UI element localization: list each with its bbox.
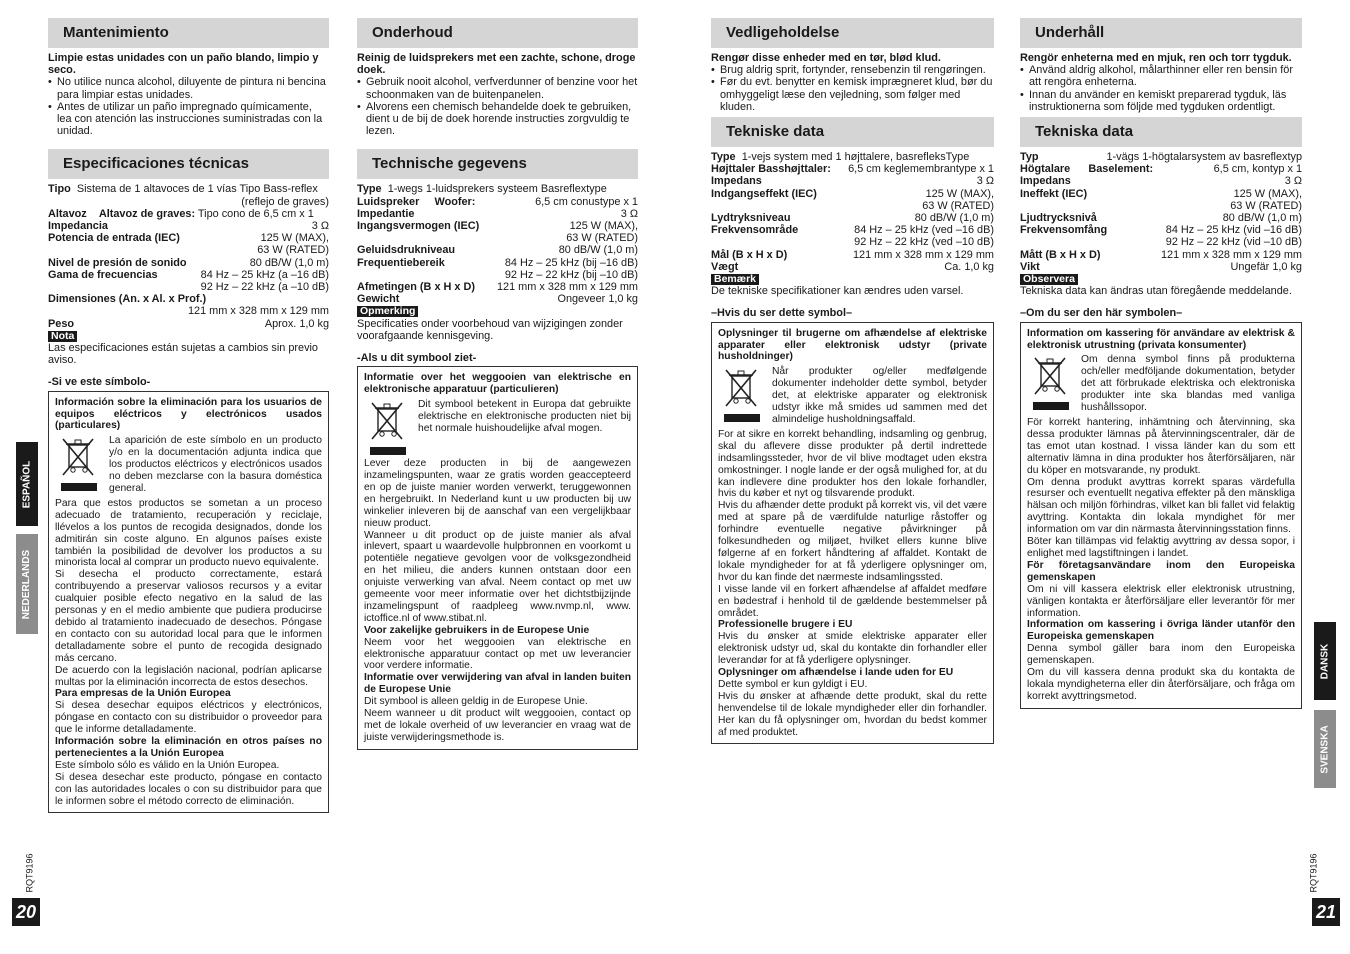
disposal-title: Información sobre la eliminación para los usuarios de equipos eléctricos y electrónicos usados (particulares) bbox=[55, 396, 322, 432]
specs-table bbox=[357, 183, 638, 305]
tab-svenska bbox=[1314, 710, 1336, 788]
paragraph: Dette symbol er kun gyldigt i EU. bbox=[718, 678, 868, 690]
spec-key: Impedancia bbox=[48, 220, 108, 233]
symbol-heading: –Hvis du ser dette symbol– bbox=[711, 307, 853, 320]
spec-value: 121 mm x 328 mm x 129 mm bbox=[1160, 248, 1302, 261]
paragraph: Para que estos productos se sometan a un proceso adecuado de tratamiento, recuperación y reciclaje, llévelos a los puntos de recogida designados, donde los admitirán sin coste alguno. En algunos países existe también la posibilidad de devolver los productos a su minorista local al comprar un producto nuevo equivalente. bbox=[55, 497, 322, 569]
spec-value: 3 Ω bbox=[1284, 175, 1302, 188]
spec-key: Indgangseffekt (IEC) bbox=[711, 187, 817, 200]
list-item: • Använd aldrig alkohol, målarthinner eller ren bensin för att rengöra enheterna. bbox=[1020, 64, 1302, 88]
page-number: 20 bbox=[12, 898, 40, 926]
paragraph: De acuerdo con la legislación nacional, podrían aplicarse multas por la eliminación incorrecta de estos desechos. bbox=[55, 664, 322, 688]
spec-value: 63 W (RATED) bbox=[1230, 199, 1302, 212]
weee-bin-icon bbox=[55, 435, 103, 495]
document-code: RQT9196 bbox=[24, 853, 35, 893]
spec-key: Ljudtrycksnivå bbox=[1020, 212, 1097, 225]
paragraph: Lever deze producten in bij de aangewezen inzamelingspunten, waar ze gratis worden geaccepteerd en op de juiste manier worden verwerkt, teruggewonnen en hergebruikt. In Nederland kunt u uw producten bij uw winkelier inleveren bij de aanschaf van een vergelijkbaar nieuw product. bbox=[364, 458, 631, 529]
spec-value: 84 Hz – 25 kHz (vid –16 dB) bbox=[1165, 224, 1302, 237]
section-header-maintenance: Underhåll bbox=[1020, 18, 1302, 48]
paragraph: Dit symbool is alleen geldig in de Europese Unie. bbox=[364, 696, 588, 708]
maintenance-list bbox=[357, 76, 638, 137]
disposal-box bbox=[357, 366, 638, 750]
spec-key: Mål (B x H x D) bbox=[711, 248, 788, 261]
spec-key: Nivel de presión de sonido bbox=[48, 256, 187, 269]
maintenance-list bbox=[711, 64, 994, 113]
disposal-title: Information om kassering för användare av elektrisk & elektronisk utrustning (privata konsumenter) bbox=[1027, 327, 1295, 351]
subheading: Para empresas de la Unión Europea bbox=[55, 688, 231, 700]
spec-value: 92 Hz – 22 kHz (a –10 dB) bbox=[200, 281, 329, 294]
spec-value: (reflejo de graves) bbox=[241, 195, 329, 208]
spec-value: 1-vägs 1-högtalarsystem av basreflextyp bbox=[1106, 151, 1302, 164]
spec-value: Ca. 1,0 kg bbox=[944, 260, 994, 273]
note-badge: Opmerking bbox=[357, 306, 418, 317]
section-header-specs: Tekniska data bbox=[1020, 117, 1302, 147]
paragraph: Hvis du afhænder dette produkt på korrekt vis, vil det være med at spare på de værdifulde naturlige råstoffer og forhindre eventuelle negative påvirkninger på folkesundheden og miljøet, hvilket ellers kunne blive følgerne af en forkert håndtering af affaldet. Kontakt de lokale myndigheder for at få yderligere oplysninger om, hvor du kan finde det nærmeste indsamlingssted. bbox=[718, 500, 987, 583]
weee-bin-icon bbox=[364, 399, 412, 455]
spec-value: 80 dB/W (1,0 m) bbox=[249, 256, 329, 269]
note-text: Tekniska data kan ändras utan föregående meddelande. bbox=[1020, 285, 1292, 298]
bin-text: Dit symbool betekent in Europa dat gebruikte elektrische en elektronische producten niet bij het normale huishoudelijke afval mogen. bbox=[418, 399, 631, 434]
disposal-title: Informatie over het weggooien van elektrische en elektronische apparatuur (particulieren) bbox=[364, 372, 631, 396]
note-badge: Nota bbox=[48, 331, 77, 342]
list-item: • Alvorens een chemisch behandelde doek te gebruiken, dient u de bij de doek horende instructies zorgvuldig te lezen. bbox=[357, 101, 638, 138]
maintenance-lead: Rengør disse enheder med en tør, blød klud. bbox=[711, 52, 941, 64]
specs-table bbox=[48, 183, 329, 329]
spec-value: 63 W (RATED) bbox=[566, 232, 638, 245]
specs-table bbox=[1020, 151, 1302, 273]
spec-value: 3 Ω bbox=[976, 175, 994, 188]
spec-value: 121 mm x 328 mm x 129 mm bbox=[496, 281, 638, 294]
list-item: • Gebruik nooit alcohol, verfverdunner of benzine voor het schoonmaken van de buitenpanelen. bbox=[357, 76, 638, 100]
maintenance-lead: Limpie estas unidades con un paño blando, limpio y seco. bbox=[48, 52, 319, 77]
spec-value: Ongeveer 1,0 kg bbox=[557, 293, 638, 306]
spec-key: Afmetingen (B x H x D) bbox=[357, 281, 475, 294]
spec-key: Frekvensområde bbox=[711, 224, 799, 237]
spec-key: Gama de frecuencias bbox=[48, 268, 158, 281]
note-text: De tekniske specifikationer kan ændres uden varsel. bbox=[711, 285, 964, 298]
bin-text: Om denna symbol finns på produkterna och/eller medföljande dokumentation, betyder det att förbrukade elektriska och elektroniska produkter inte ska blandas med vanliga hushållssopor. bbox=[1081, 354, 1295, 414]
spec-value: 125 W (MAX), bbox=[925, 187, 994, 200]
weee-bin-icon bbox=[1027, 354, 1075, 414]
subheading: Oplysninger om afhændelse i lande uden for EU bbox=[718, 667, 954, 679]
spec-key: Altavoz de graves: bbox=[98, 207, 196, 220]
spec-key: Højttaler bbox=[711, 163, 756, 176]
list-item: • No utilice nunca alcohol, diluyente de pintura ni bencina para limpiar estas unidades. bbox=[48, 76, 329, 100]
spec-key: Type bbox=[357, 183, 382, 196]
spec-key: Impedans bbox=[1020, 175, 1071, 188]
column-espanol bbox=[48, 18, 329, 813]
spec-value: 92 Hz – 22 kHz (bij –10 dB) bbox=[504, 268, 638, 281]
spec-key: Woofer: bbox=[434, 195, 476, 208]
paragraph: Wanneer u dit product op de juiste manier als afval inlevert, spaart u waardevolle hulpbronnen en voorkomt u potentiële negatieve gevolgen voor de volksgezondheid en het milieu, die anders kunnen ontstaan door een onjuiste verwerking van afval. Neem contact op met uw gemeente voor meer informatie over het dichtstbijzijnde inzamelingspunt of raadpleeg www.nvmp.nl, www. ictoffice.nl of www.stibat.nl. bbox=[364, 529, 631, 624]
spec-value: 92 Hz – 22 kHz (ved –10 dB) bbox=[854, 236, 994, 249]
spec-key: Gewicht bbox=[357, 293, 400, 306]
spec-value: 125 W (MAX), bbox=[569, 220, 638, 233]
spec-value: 121 mm x 328 mm x 129 mm bbox=[187, 305, 329, 318]
paragraph: I visse lande vil en forkert afhændelse af affaldet medføre en bødestraf i henhold til de gældende bestemmelser på området. bbox=[718, 583, 987, 619]
list-item: • Innan du använder en kemiskt preparerad tygduk, läs instruktionerna som följde med tygduken ordentligt. bbox=[1020, 89, 1302, 113]
subheading: Information om kassering i övriga länder utanför den Europeiska gemenskapen bbox=[1027, 619, 1295, 643]
section-header-maintenance: Onderhoud bbox=[357, 18, 638, 48]
subheading: För företagsanvändare inom den Europeiska gemenskapen bbox=[1027, 559, 1295, 583]
spec-value: 1-vejs system med 1 højttalere, basrefleksType bbox=[741, 151, 970, 164]
bin-text: La aparición de este símbolo en un producto y/o en la documentación adjunta indica que los productos eléctricos y electrónicos usados no deben mezclarse con la basura doméstica general. bbox=[109, 435, 322, 495]
paragraph: Si desea desechar este producto, póngase en contacto con las autoridades locales o con su distribuidor para que le informen sobre el método correcto de eliminación. bbox=[55, 771, 322, 807]
spec-key: Typ bbox=[1020, 151, 1039, 164]
spec-value: 92 Hz – 22 kHz (vid –10 dB) bbox=[1165, 236, 1302, 249]
spec-value: 1-wegs 1-luidsprekers systeem Basreflextype bbox=[387, 183, 607, 196]
spec-key: Geluidsdrukniveau bbox=[357, 244, 456, 257]
column-nederlands bbox=[357, 18, 638, 750]
section-header-specs: Especificaciones técnicas bbox=[48, 149, 329, 179]
tab-label: NEDERLANDS bbox=[21, 549, 33, 619]
spec-key: Altavoz bbox=[48, 207, 87, 220]
spec-key: Potencia de entrada (IEC) bbox=[48, 232, 180, 245]
subheading: Información sobre la eliminación en otros países no pertenecientes a la Unión Europea bbox=[55, 736, 322, 759]
spec-key: Mått (B x H x D) bbox=[1020, 248, 1101, 261]
spec-key: Högtalare bbox=[1020, 163, 1071, 176]
note-badge: Bemærk bbox=[711, 274, 759, 285]
spec-key: Baselement: bbox=[1088, 163, 1154, 176]
maintenance-lead: Reinig de luidsprekers met een zachte, schone, droge doek. bbox=[357, 52, 636, 77]
paragraph: Denna symbol gäller bara inom den Europeiska gemenskapen. bbox=[1027, 643, 1295, 667]
spec-value: 80 dB/W (1,0 m) bbox=[914, 212, 994, 225]
tab-label: SVENSKA bbox=[1319, 724, 1331, 774]
spec-value: 125 W (MAX), bbox=[1233, 187, 1302, 200]
disposal-box bbox=[1020, 322, 1302, 709]
spec-key: Impedans bbox=[711, 175, 762, 188]
symbol-heading: -Als u dit symbool ziet- bbox=[357, 352, 477, 365]
section-header-maintenance: Mantenimiento bbox=[48, 18, 329, 48]
paragraph: Hvis du ønsker at afhænde dette produkt, skal du rette henvendelse til de lokale myndigheder eller din forhandler. Her kan du få oplysninger om, hvordan du bedst kommer af med produktet. bbox=[718, 690, 987, 738]
subheading: Voor zakelijke gebruikers in de Europese Unie bbox=[364, 624, 590, 636]
spec-key: Basshøjttaler: bbox=[758, 163, 831, 176]
paragraph: Om du vill kassera denna produkt ska du kontakta de lokala myndigheterna eller din återförsäljare, och fråga om korrekt avyttringsmetod. bbox=[1027, 667, 1295, 702]
paragraph: Neem voor het weggooien van elektrische en elektronische apparatuur contact op met uw leverancier voor verdere informatie. bbox=[364, 636, 631, 672]
bin-text: Når produkter og/eller medfølgende dokumenter indeholder dette symbol, betyder det, at elektriske apparater og elektronisk udstyr ikke må smides ud sammen med det almindelige husholdningsaffald. bbox=[772, 366, 987, 425]
spec-key: Type bbox=[711, 151, 736, 164]
spec-value: Sistema de 1 altavoces de 1 vías Tipo Bass-reflex bbox=[76, 183, 318, 196]
tab-dansk bbox=[1314, 622, 1336, 700]
spec-value: 121 mm x 328 mm x 129 mm bbox=[852, 248, 994, 261]
spec-key: Luidspreker bbox=[357, 195, 420, 208]
spec-value: 80 dB/W (1,0 m) bbox=[1222, 212, 1302, 225]
spec-value: 63 W (RATED) bbox=[257, 244, 329, 257]
spec-key: Vikt bbox=[1020, 260, 1040, 273]
subheading: Informatie over verwijdering van afval in landen buiten de Europese Unie bbox=[364, 672, 631, 696]
column-svenska bbox=[1020, 18, 1302, 709]
spec-value: Tipo cono de 6,5 cm x 1 bbox=[197, 207, 314, 220]
spec-value: 84 Hz – 25 kHz (a –16 dB) bbox=[200, 268, 329, 281]
disposal-box bbox=[711, 322, 994, 745]
spec-value: Aprox. 1,0 kg bbox=[264, 317, 329, 330]
paragraph: Böter kan tillämpas vid felaktig avyttring av dessa sopor, i enlighet med lagstiftningen i landet. bbox=[1027, 536, 1295, 559]
spec-key: Lydtryksniveau bbox=[711, 212, 791, 225]
spec-value: Ungefär 1,0 kg bbox=[1230, 260, 1302, 273]
weee-bin-icon bbox=[718, 366, 766, 426]
spec-value: 3 Ω bbox=[620, 207, 638, 220]
spec-key: Dimensiones (An. x Al. x Prof.) bbox=[48, 293, 207, 306]
spec-value: 84 Hz – 25 kHz (bij –16 dB) bbox=[504, 256, 638, 269]
tab-label: DANSK bbox=[1319, 643, 1331, 679]
section-header-specs: Technische gegevens bbox=[357, 149, 638, 179]
tab-espanol bbox=[16, 442, 38, 526]
section-header-maintenance: Vedligeholdelse bbox=[711, 18, 994, 48]
disposal-title: Oplysninger til brugerne om afhændelse af elektriske apparater eller elektronisk udstyr (private husholdninger) bbox=[718, 327, 987, 363]
spec-value: 6,5 cm keglemembrantype x 1 bbox=[848, 163, 994, 176]
paragraph: Si desea desechar equipos eléctricos y electrónicos, póngase en contacto con su distribuidor o proveedor para que le informe detalladamente. bbox=[55, 700, 322, 736]
paragraph: Hvis du ønsker at smide elektriske apparater eller elektronisk udstyr ud, skal du kontakte din forhandler eller leverandør for at få yderligere oplysninger. bbox=[718, 631, 987, 667]
section-header-specs: Tekniske data bbox=[711, 117, 994, 147]
paragraph: For at sikre en korrekt behandling, indsamling og genbrug, skal du aflevere disse produkter på dertil indrettede indsamlingssteder, hvor de vil blive modtaget uden ekstra omkostninger. I nogle lande er der også mulighed for, at du kan indlevere dine produkter hos den lokale forhandler, hvis du køber et nyt og tilsvarende produkt. bbox=[718, 428, 987, 500]
spec-key: Vægt bbox=[711, 260, 739, 273]
spec-key: Frequentiebereik bbox=[357, 256, 445, 269]
spec-value: 84 Hz – 25 kHz (ved –16 dB) bbox=[854, 224, 994, 237]
spec-value: 6,5 cm conustype x 1 bbox=[535, 195, 638, 208]
maintenance-lead: Rengör enheterna med en mjuk, ren och torr tygduk. bbox=[1020, 52, 1292, 64]
tab-nederlands bbox=[16, 534, 38, 634]
disposal-box bbox=[48, 391, 329, 814]
symbol-heading: -Si ve este símbolo- bbox=[48, 376, 151, 389]
spec-value: 63 W (RATED) bbox=[922, 199, 994, 212]
paragraph: Om denna produkt avyttras korrekt sparas värdefulla resurser och eventuellt negativa effekter på den mänskliga hälsan och miljön förhindras, vilket kan bli fallet vid felaktig avyttring. Kontakta din lokala myndighet för mer information om var din närmasta återvinningsstation finns. bbox=[1027, 476, 1295, 536]
list-item: • Antes de utilizar un paño impregnado químicamente, lea con atención las instrucciones suministradas con la unidad. bbox=[48, 101, 329, 138]
tab-label: ESPAÑOL bbox=[21, 460, 33, 508]
maintenance-list bbox=[1020, 64, 1302, 113]
spec-value: 80 dB/W (1,0 m) bbox=[558, 244, 638, 257]
document-code: RQT9196 bbox=[1308, 853, 1319, 893]
symbol-heading: –Om du ser den här symbolen– bbox=[1020, 307, 1183, 320]
specs-table bbox=[711, 151, 994, 273]
page-number: 21 bbox=[1312, 898, 1340, 926]
spec-key: Ineffekt (IEC) bbox=[1020, 187, 1088, 200]
paragraph: För korrekt hantering, inhämtning och återvinning, ska dessa produkter lämnas på återvinningscentraler, där de tas emot utan kostnad. I vissa länder kan du som ett alternativ lämna in dina produkter hos återförsäljaren, när du köper en motsvarande, ny produkt. bbox=[1027, 417, 1295, 476]
spec-key: Ingangsvermogen (IEC) bbox=[357, 220, 480, 233]
spec-key: Peso bbox=[48, 317, 75, 330]
spec-value: 125 W (MAX), bbox=[260, 232, 329, 245]
spec-key: Impedantie bbox=[357, 207, 415, 220]
paragraph: Om ni vill kassera elektrisk eller elektronisk utrustning, vänligen kontakta er återförsäljare eller leverantör för mer information. bbox=[1027, 583, 1295, 619]
spec-key: Frekvensomfång bbox=[1020, 224, 1108, 237]
paragraph: Si desecha el producto correctamente, estará contribuyendo a preservar valiosos recursos y a evitar cualquier posible efecto negativo en la salud de las personas y en el medio ambiente que pudiera producirse debido al tratamiento inadecuado de desechos. Póngase en contacto con su autoridad local para que le informen detalladamente sobre el punto de recogida designado más cercano. bbox=[55, 569, 322, 664]
spec-value: 3 Ω bbox=[311, 220, 329, 233]
note-text: Specificaties onder voorbehoud van wijzigingen zonder voorafgaande kennisgeving. bbox=[357, 317, 623, 342]
list-item: • Brug aldrig sprit, fortynder, rensebenzin til rengøringen. bbox=[711, 64, 994, 76]
maintenance-list bbox=[48, 76, 329, 137]
note-badge: Observera bbox=[1020, 274, 1078, 285]
paragraph: Este símbolo sólo es válido en la Unión Europea. bbox=[55, 759, 280, 771]
paragraph: Neem wanneer u dit product wilt weggooien, contact op met de lokale overheid of uw leverancier en vraag wat de juiste verwijderingsmethode is. bbox=[364, 708, 631, 743]
spec-value: 6,5 cm, kontyp x 1 bbox=[1213, 163, 1302, 176]
column-dansk bbox=[711, 18, 994, 744]
note-text: Las especificaciones están sujetas a cambios sin previo aviso. bbox=[48, 342, 318, 367]
subheading: Professionelle brugere i EU bbox=[718, 619, 853, 631]
list-item: • Før du evt. benytter en kemisk imprægneret klud, bør du omhyggeligt læse den vejledning, som følger med kluden. bbox=[711, 76, 994, 113]
spec-key: Tipo bbox=[48, 183, 71, 196]
